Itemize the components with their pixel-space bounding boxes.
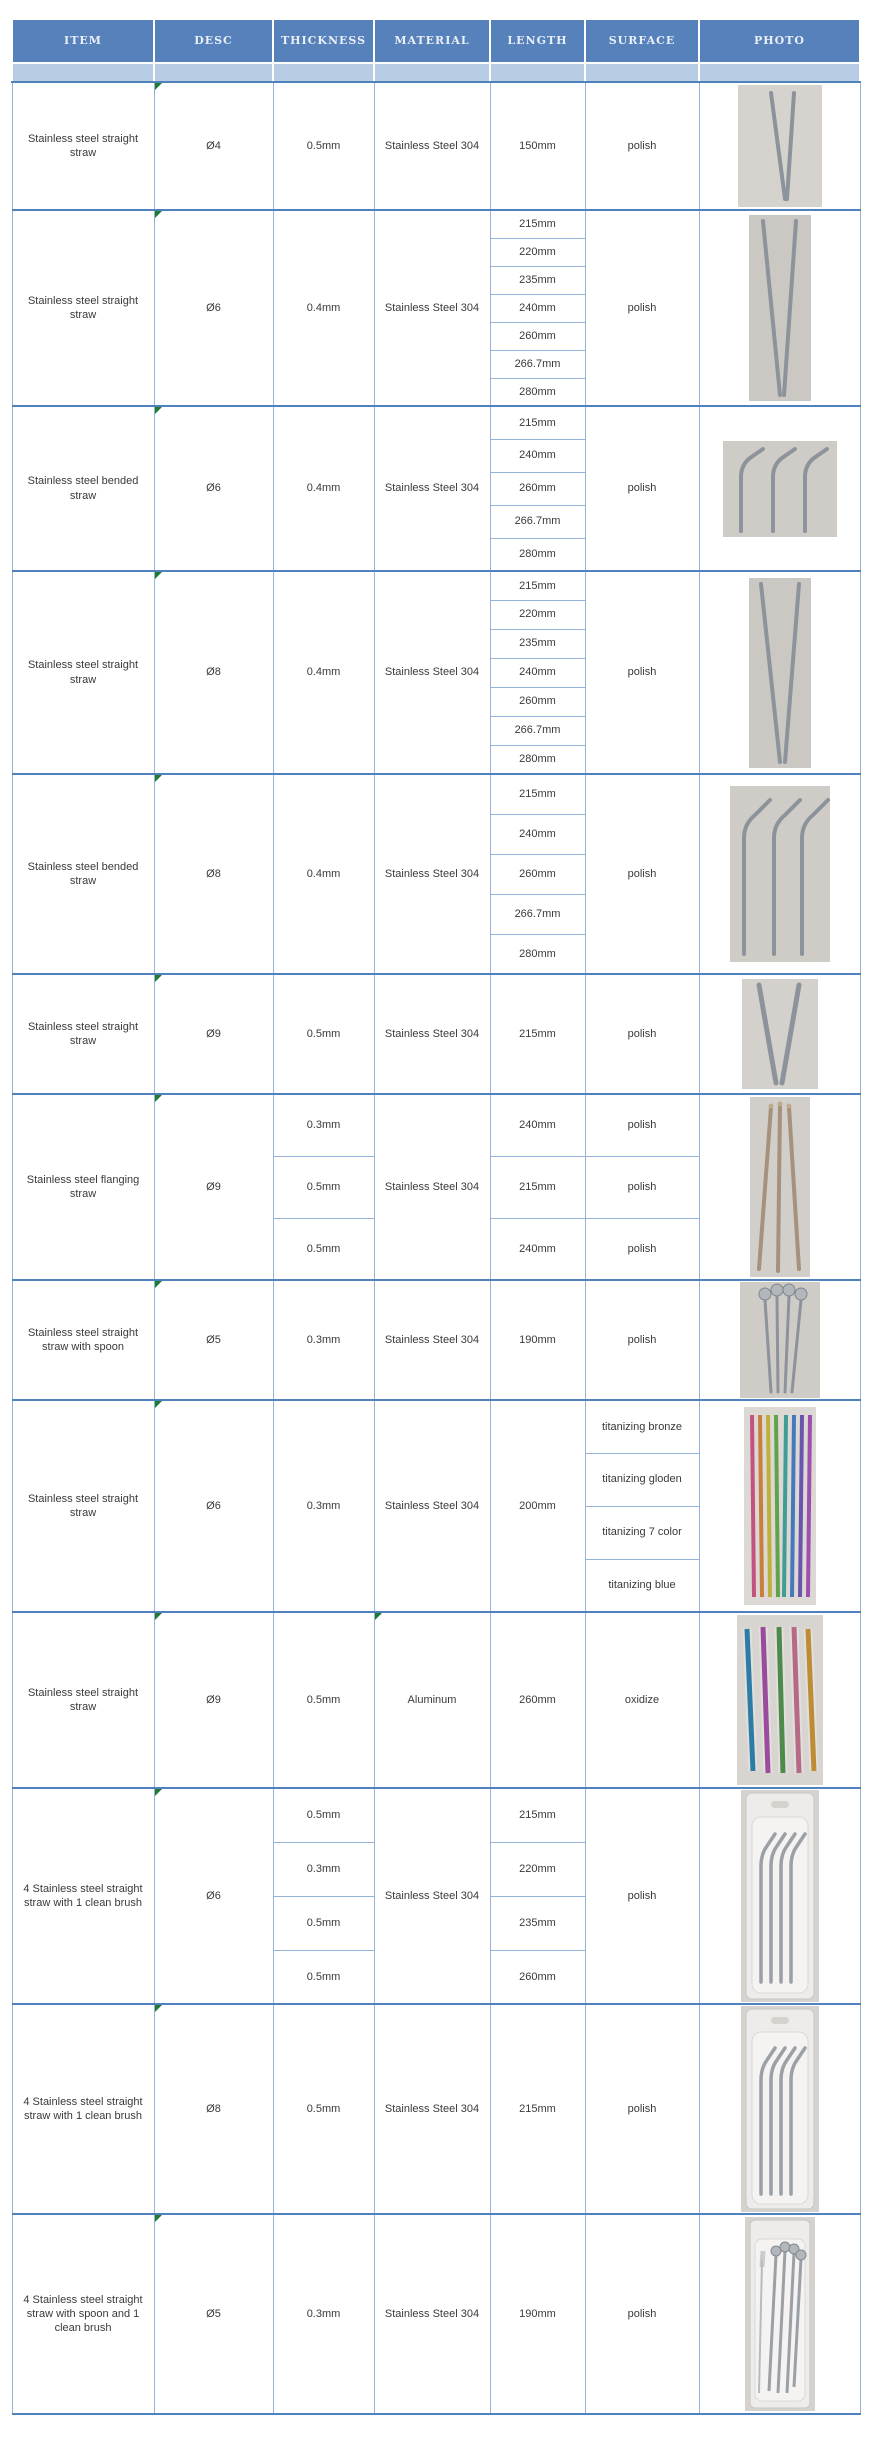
cell-photo — [699, 1400, 860, 1612]
cell-photo — [699, 774, 860, 974]
cell-photo — [699, 1280, 860, 1400]
table-row — [12, 2214, 860, 2414]
cell-desc: Ø8 — [154, 774, 273, 974]
cell-photo — [699, 82, 860, 210]
comment-indicator-icon — [155, 1095, 162, 1102]
product-photo — [700, 441, 860, 537]
cell-material: Stainless Steel 304 — [374, 774, 490, 974]
cell-length: 260mm — [490, 472, 585, 505]
cell-material: Stainless Steel 304 — [374, 1280, 490, 1400]
cell-desc: Ø4 — [154, 82, 273, 210]
cell-desc: Ø6 — [154, 210, 273, 406]
header-row — [12, 19, 860, 63]
product-photo — [700, 786, 860, 962]
cell-length: 215mm — [490, 974, 585, 1094]
cell-length: 266.7mm — [490, 716, 585, 745]
cell-length: 150mm — [490, 82, 585, 210]
cell-length: 240mm — [490, 294, 585, 322]
subheader-row — [12, 63, 860, 82]
table-row — [12, 974, 860, 1094]
product-photo — [700, 1407, 860, 1605]
cell-length: 260mm — [490, 854, 585, 894]
table-row — [12, 2004, 860, 2214]
cell-material: Stainless Steel 304 — [374, 2004, 490, 2214]
cell-photo — [699, 1788, 860, 2004]
table-row — [12, 82, 860, 210]
cell-length: 190mm — [490, 2214, 585, 2414]
cell-length: 260mm — [490, 1950, 585, 2004]
table-row — [12, 1094, 860, 1156]
cell-material: Stainless Steel 304 — [374, 1788, 490, 2004]
table-row — [12, 571, 860, 600]
cell-material: Stainless Steel 304 — [374, 82, 490, 210]
cell-item: Stainless steel straight straw — [12, 210, 154, 406]
cell-thickness: 0.5mm — [273, 1218, 374, 1280]
table-row — [12, 406, 860, 439]
cell-material: Stainless Steel 304 — [374, 1094, 490, 1280]
cell-length: 215mm — [490, 1788, 585, 1842]
product-photo — [700, 2217, 860, 2411]
cell-material: Stainless Steel 304 — [374, 571, 490, 774]
cell-surface: polish — [585, 406, 699, 571]
cell-length: 240mm — [490, 658, 585, 687]
product-photo — [700, 2006, 860, 2212]
cell-length: 240mm — [490, 1218, 585, 1280]
cell-length: 200mm — [490, 1400, 585, 1612]
comment-indicator-icon — [155, 407, 162, 414]
cell-length: 215mm — [490, 774, 585, 814]
cell-surface: titanizing blue — [585, 1559, 699, 1612]
cell-length: 240mm — [490, 1094, 585, 1156]
cell-surface: polish — [585, 2214, 699, 2414]
cell-thickness: 0.3mm — [273, 1280, 374, 1400]
cell-photo — [699, 2004, 860, 2214]
cell-photo — [699, 974, 860, 1094]
product-photo — [700, 578, 860, 768]
comment-indicator-icon — [155, 775, 162, 782]
comment-indicator-icon — [155, 211, 162, 218]
table-row — [12, 210, 860, 238]
cell-length: 220mm — [490, 1842, 585, 1896]
product-photo — [700, 1790, 860, 2002]
col-header-material: MATERIAL — [374, 19, 490, 63]
cell-material: Stainless Steel 304 — [374, 2214, 490, 2414]
cell-surface: polish — [585, 974, 699, 1094]
cell-thickness: 0.3mm — [273, 1094, 374, 1156]
cell-item: 4 Stainless steel straight straw with 1 clean brush — [12, 2004, 154, 2214]
cell-length: 240mm — [490, 814, 585, 854]
table-row — [12, 1280, 860, 1400]
col-header-thickness: THICKNESS — [273, 19, 374, 63]
cell-photo — [699, 1094, 860, 1280]
cell-surface: polish — [585, 571, 699, 774]
cell-material: Stainless Steel 304 — [374, 406, 490, 571]
cell-desc: Ø8 — [154, 2004, 273, 2214]
col-header-photo: PHOTO — [699, 19, 860, 63]
cell-desc: Ø9 — [154, 974, 273, 1094]
cell-surface: polish — [585, 1218, 699, 1280]
table-row — [12, 1400, 860, 1453]
product-photo — [700, 215, 860, 401]
cell-length: 240mm — [490, 439, 585, 472]
cell-desc: Ø9 — [154, 1612, 273, 1788]
cell-length: 215mm — [490, 2004, 585, 2214]
col-header-surface: SURFACE — [585, 19, 699, 63]
cell-length: 260mm — [490, 322, 585, 350]
cell-material: Stainless Steel 304 — [374, 1400, 490, 1612]
cell-surface: polish — [585, 1280, 699, 1400]
cell-photo — [699, 210, 860, 406]
cell-length: 280mm — [490, 378, 585, 406]
table-row — [12, 1612, 860, 1788]
cell-thickness: 0.5mm — [273, 1950, 374, 2004]
comment-indicator-icon — [155, 83, 162, 90]
cell-thickness: 0.5mm — [273, 82, 374, 210]
comment-indicator-icon — [155, 1401, 162, 1408]
cell-material: Aluminum — [374, 1612, 490, 1788]
cell-item: Stainless steel straight straw with spoon — [12, 1280, 154, 1400]
col-header-desc: DESC — [154, 19, 273, 63]
cell-length: 215mm — [490, 571, 585, 600]
table-row — [12, 1788, 860, 1842]
cell-photo — [699, 571, 860, 774]
product-photo — [700, 979, 860, 1089]
cell-photo — [699, 1612, 860, 1788]
cell-surface: polish — [585, 1788, 699, 2004]
cell-item: Stainless steel straight straw — [12, 82, 154, 210]
col-header-length: LENGTH — [490, 19, 585, 63]
comment-indicator-icon — [155, 2215, 162, 2222]
cell-length: 260mm — [490, 687, 585, 716]
comment-indicator-icon — [155, 1613, 162, 1620]
cell-photo — [699, 2214, 860, 2414]
cell-length: 280mm — [490, 934, 585, 974]
cell-thickness: 0.4mm — [273, 210, 374, 406]
cell-desc: Ø9 — [154, 1094, 273, 1280]
cell-thickness: 0.5mm — [273, 1612, 374, 1788]
cell-length: 190mm — [490, 1280, 585, 1400]
cell-length: 266.7mm — [490, 350, 585, 378]
cell-material: Stainless Steel 304 — [374, 210, 490, 406]
cell-item: 4 Stainless steel straight straw with 1 clean brush — [12, 1788, 154, 2004]
product-photo — [700, 1097, 860, 1277]
cell-thickness: 0.5mm — [273, 974, 374, 1094]
cell-length: 215mm — [490, 406, 585, 439]
cell-length: 280mm — [490, 745, 585, 774]
cell-thickness: 0.3mm — [273, 1400, 374, 1612]
cell-length: 215mm — [490, 1156, 585, 1218]
comment-indicator-icon — [155, 1789, 162, 1796]
cell-length: 235mm — [490, 1896, 585, 1950]
cell-thickness: 0.4mm — [273, 406, 374, 571]
comment-indicator-icon — [155, 975, 162, 982]
comment-indicator-icon — [155, 2005, 162, 2012]
cell-thickness: 0.4mm — [273, 774, 374, 974]
cell-surface: polish — [585, 1156, 699, 1218]
cell-surface: titanizing 7 color — [585, 1506, 699, 1559]
product-spec-table — [11, 18, 861, 2415]
comment-indicator-icon — [375, 1613, 382, 1620]
cell-item: 4 Stainless steel straight straw with spoon and 1 clean brush — [12, 2214, 154, 2414]
cell-surface: oxidize — [585, 1612, 699, 1788]
col-header-item: ITEM — [12, 19, 154, 63]
cell-thickness: 0.3mm — [273, 2214, 374, 2414]
cell-length: 235mm — [490, 266, 585, 294]
cell-desc: Ø8 — [154, 571, 273, 774]
cell-item: Stainless steel straight straw — [12, 571, 154, 774]
cell-length: 215mm — [490, 210, 585, 238]
cell-surface: polish — [585, 2004, 699, 2214]
cell-thickness: 0.5mm — [273, 1896, 374, 1950]
cell-photo — [699, 406, 860, 571]
comment-indicator-icon — [155, 1281, 162, 1288]
cell-item: Stainless steel straight straw — [12, 1400, 154, 1612]
cell-thickness: 0.3mm — [273, 1842, 374, 1896]
cell-desc: Ø5 — [154, 1280, 273, 1400]
cell-length: 220mm — [490, 238, 585, 266]
cell-thickness: 0.5mm — [273, 1156, 374, 1218]
cell-surface: polish — [585, 210, 699, 406]
cell-length: 280mm — [490, 538, 585, 571]
cell-surface: polish — [585, 82, 699, 210]
product-photo — [700, 85, 860, 207]
cell-desc: Ø6 — [154, 1788, 273, 2004]
cell-item: Stainless steel bended straw — [12, 774, 154, 974]
product-photo — [700, 1615, 860, 1785]
cell-length: 266.7mm — [490, 505, 585, 538]
cell-length: 266.7mm — [490, 894, 585, 934]
cell-thickness: 0.4mm — [273, 571, 374, 774]
cell-length: 235mm — [490, 629, 585, 658]
cell-surface: titanizing bronze — [585, 1400, 699, 1453]
cell-item: Stainless steel straight straw — [12, 974, 154, 1094]
cell-thickness: 0.5mm — [273, 1788, 374, 1842]
cell-surface: polish — [585, 774, 699, 974]
product-photo — [700, 1282, 860, 1398]
cell-thickness: 0.5mm — [273, 2004, 374, 2214]
table-row — [12, 774, 860, 814]
cell-surface: polish — [585, 1094, 699, 1156]
cell-desc: Ø6 — [154, 1400, 273, 1612]
cell-item: Stainless steel flanging straw — [12, 1094, 154, 1280]
cell-length: 260mm — [490, 1612, 585, 1788]
cell-item: Stainless steel straight straw — [12, 1612, 154, 1788]
comment-indicator-icon — [155, 572, 162, 579]
cell-desc: Ø5 — [154, 2214, 273, 2414]
cell-surface: titanizing gloden — [585, 1453, 699, 1506]
cell-item: Stainless steel bended straw — [12, 406, 154, 571]
cell-desc: Ø6 — [154, 406, 273, 571]
cell-material: Stainless Steel 304 — [374, 974, 490, 1094]
cell-length: 220mm — [490, 600, 585, 629]
